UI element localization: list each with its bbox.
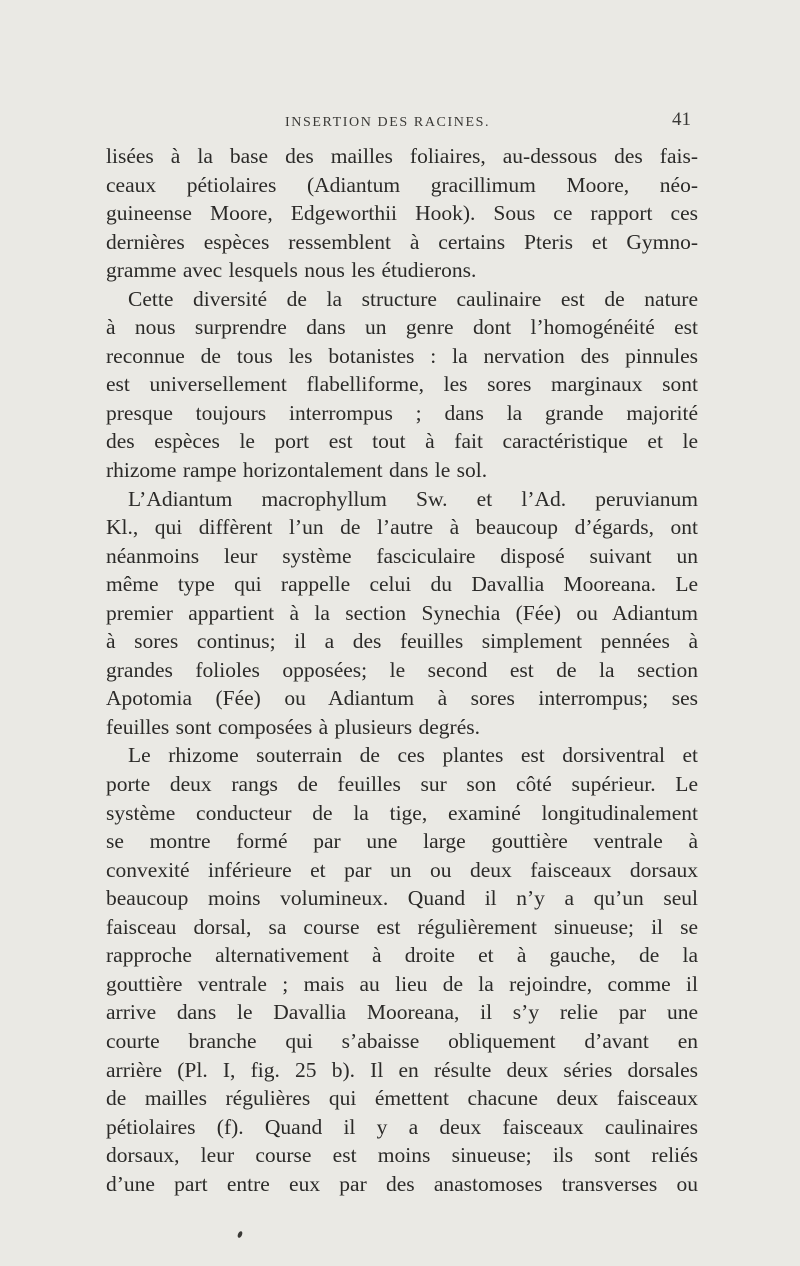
text-line: de mailles régulières qui émettent chacune deux faisceaux	[106, 1086, 698, 1111]
text-line: L’Adiantum macrophyllum Sw. et l’Ad. peruvianum	[128, 486, 698, 511]
text-line: se montre formé par une large gouttière ventrale à	[106, 829, 698, 854]
text-line: rapproche alternativement à droite et à gauche, de la	[106, 943, 698, 968]
body-text	[106, 142, 698, 1198]
page-number: 41	[672, 109, 691, 130]
text-line: même type qui rappelle celui du Davallia Mooreana. Le	[106, 572, 698, 597]
text-line: convexité inférieure et par un ou deux faisceaux dorsaux	[106, 857, 698, 882]
text-line: d’une part entre eux par des anastomoses transverses ou	[106, 1171, 698, 1196]
text-line: est universellement flabelliforme, les sores marginaux sont	[106, 372, 698, 397]
text-line: guineense Moore, Edgeworthii Hook). Sous ce rapport ces	[106, 201, 698, 226]
text-line: système conducteur de la tige, examiné longitudinalement	[106, 800, 698, 825]
text-line: arrière (Pl. I, fig. 25 b). Il en résulte deux séries dorsales	[106, 1057, 698, 1082]
text-line: beaucoup moins volumineux. Quand il n’y a qu’un seul	[106, 886, 698, 911]
text-line: presque toujours interrompus ; dans la grande majorité	[106, 400, 698, 425]
text-line: courte branche qui s’abaisse obliquement d’avant en	[106, 1028, 698, 1053]
text-line: arrive dans le Davallia Mooreana, il s’y relie par une	[106, 1000, 698, 1025]
ink-mark	[237, 1230, 244, 1238]
text-line: ceaux pétiolaires (Adiantum gracillimum Moore, néo-	[106, 172, 698, 197]
text-line: gouttière ventrale ; mais au lieu de la rejoindre, comme il	[106, 971, 698, 996]
text-line: reconnue de tous les botanistes : la nervation des pinnules	[106, 343, 698, 368]
text-line: néanmoins leur système fasciculaire disposé suivant un	[106, 543, 698, 568]
text-line: pétiolaires (f). Quand il y a deux faisceaux caulinaires	[106, 1114, 698, 1139]
text-line: porte deux rangs de feuilles sur son côté supérieur. Le	[106, 772, 698, 797]
text-line: faisceau dorsal, sa course est régulièrement sinueuse; il se	[106, 914, 698, 939]
text-line: Le rhizome souterrain de ces plantes est dorsiventral et	[128, 743, 698, 768]
text-line: des espèces le port est tout à fait caractéristique et le	[106, 429, 698, 454]
text-line: gramme avec lesquels nous les étudierons.	[106, 258, 477, 283]
text-line: lisées à la base des mailles foliaires, au-dessous des fais-	[106, 144, 698, 168]
text-line: à nous surprendre dans un genre dont l’homogénéité est	[106, 315, 698, 340]
text-line: grandes folioles opposées; le second est de la section	[106, 657, 698, 682]
text-line: feuilles sont composées à plusieurs degrés.	[106, 714, 480, 739]
running-head: INSERTION DES RACINES.	[285, 115, 491, 130]
text-line: Cette diversité de la structure caulinaire est de nature	[128, 286, 698, 311]
text-line: à sores continus; il a des feuilles simplement pennées à	[106, 629, 698, 654]
text-line: rhizome rampe horizontalement dans le sol.	[106, 458, 488, 483]
text-line: Kl., qui diffèrent l’un de l’autre à beaucoup d’égards, ont	[106, 515, 698, 540]
text-line: dorsaux, leur course est moins sinueuse; ils sont reliés	[106, 1143, 698, 1168]
text-line: Apotomia (Fée) ou Adiantum à sores interrompus; ses	[106, 686, 698, 711]
text-line: dernières espèces ressemblent à certains Pteris et Gymno-	[106, 229, 698, 254]
text-line: premier appartient à la section Synechia (Fée) ou Adiantum	[106, 600, 698, 625]
